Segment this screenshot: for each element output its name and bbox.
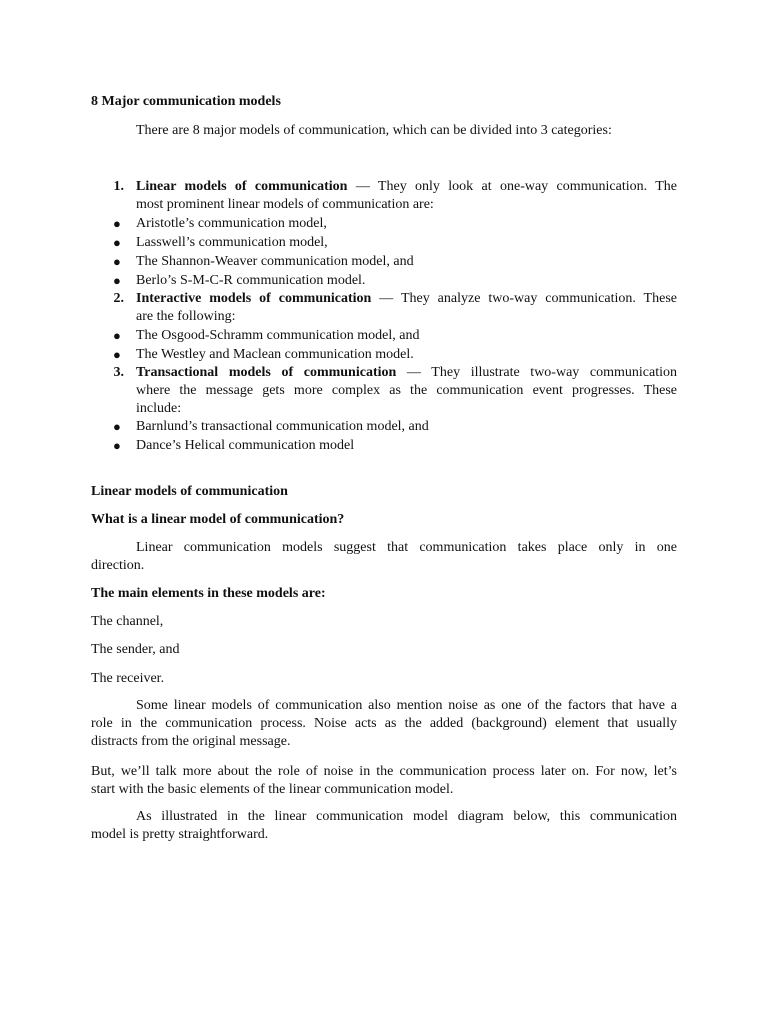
bullet-icon: ●	[113, 235, 121, 250]
category-desc-line: most prominent linear models of communication are:	[136, 197, 434, 212]
paragraph-line: As illustrated in the linear communication model diagram below, this communication	[136, 809, 677, 824]
category-description	[136, 290, 677, 308]
category-desc-line: — They only look at one-way communication. The	[347, 179, 677, 194]
bullet-icon: ●	[113, 216, 121, 231]
category-description	[136, 178, 677, 196]
category-desc-line: are the following:	[136, 309, 236, 324]
list-item: The Westley and Maclean communication model.	[136, 347, 414, 362]
bullet-icon: ●	[113, 347, 121, 362]
paragraph-line: distracts from the original message.	[91, 734, 291, 749]
list-item: Lasswell’s communication model,	[136, 235, 328, 250]
document-title: 8 Major communication models	[91, 94, 281, 109]
list-item: The Shannon-Weaver communication model, and	[136, 254, 414, 269]
category-desc-line: where the message gets more complex as the communication event progresses. These	[136, 383, 677, 398]
paragraph-line: Linear communication models suggest that communication takes place only in one	[136, 540, 677, 555]
paragraph-line: role in the communication process. Noise acts as the added (background) element that usually	[91, 716, 677, 731]
category-heading: Linear models of communication	[136, 179, 348, 194]
paragraph-line: model is pretty straightforward.	[91, 827, 269, 842]
list-item: Barnlund’s transactional communication model, and	[136, 419, 429, 434]
bullet-icon: ●	[113, 419, 121, 434]
paragraph-line: But, we’ll talk more about the role of noise in the communication process later on. For now, let’s	[91, 764, 677, 779]
element-item: The sender, and	[91, 642, 180, 657]
elements-heading: The main elements in these models are:	[91, 586, 326, 601]
paragraph-line: Some linear models of communication also mention noise as one of the factors that have a	[136, 698, 677, 713]
list-item: The Osgood-Schramm communication model, and	[136, 328, 420, 343]
category-heading: Interactive models of communication	[136, 291, 372, 306]
category-heading: Transactional models of communication	[136, 365, 397, 380]
category-description	[136, 364, 677, 382]
bullet-icon: ●	[113, 328, 121, 343]
element-item: The channel,	[91, 614, 164, 629]
list-item: Dance’s Helical communication model	[136, 438, 355, 453]
list-item: Berlo’s S-M-C-R communication model.	[136, 273, 366, 288]
paragraph-line: start with the basic elements of the linear communication model.	[91, 782, 454, 797]
bullet-icon: ●	[113, 273, 121, 288]
paragraph-line: direction.	[91, 558, 145, 573]
bullet-icon: ●	[113, 438, 121, 453]
bullet-icon: ●	[113, 254, 121, 269]
list-number: 2.	[113, 291, 124, 306]
list-number: 3.	[113, 365, 124, 380]
list-number: 1.	[113, 179, 124, 194]
list-item: Aristotle’s communication model,	[136, 216, 327, 231]
category-desc-line: include:	[136, 401, 182, 416]
section-heading: Linear models of communication	[91, 484, 288, 499]
category-desc-line: — They analyze two-way communication. These	[371, 291, 677, 306]
question-heading: What is a linear model of communication?	[91, 512, 345, 527]
category-desc-line: — They illustrate two-way communication	[396, 365, 678, 380]
intro-paragraph: There are 8 major models of communication, which can be divided into 3 categories:	[136, 123, 612, 138]
element-item: The receiver.	[91, 671, 165, 686]
